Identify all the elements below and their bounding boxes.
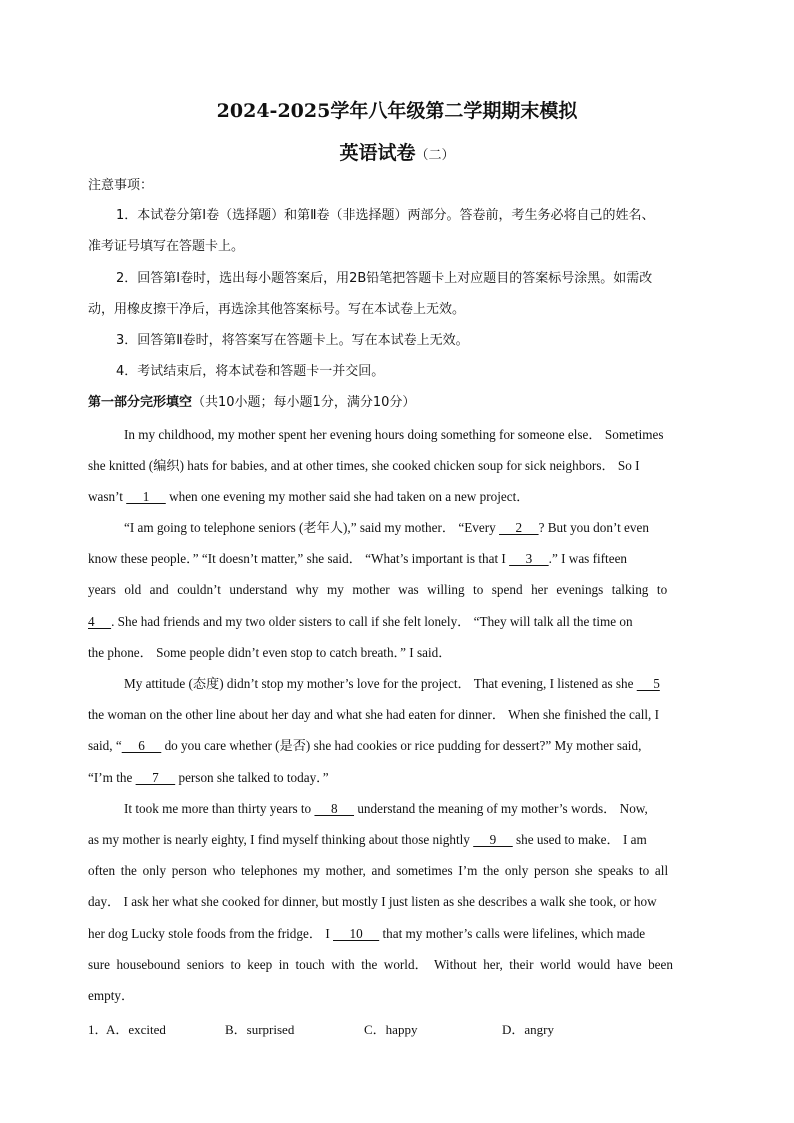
passage-line bbox=[88, 831, 647, 849]
text-segment: when one evening my mother said she had taken on a new project． bbox=[165, 489, 530, 504]
subtitle-main: 英语试卷 bbox=[339, 142, 416, 164]
blank-7[interactable]: 7 bbox=[135, 770, 176, 785]
passage-line: the woman on the other line about her day and what she had eaten for dinner． When she finished the call, I bbox=[88, 707, 660, 722]
passage-line: the phone． Some people didn’t even stop to catch breath．” I said． bbox=[88, 645, 452, 660]
passage-line bbox=[124, 519, 649, 537]
text-segment: understand the meaning of my mother’s words． Now, bbox=[354, 801, 648, 816]
blank-2[interactable]: 2 bbox=[499, 520, 539, 535]
notice-item-2-line-1: 2．回答第Ⅰ卷时，选出每小题答案后，用2B铅笔把答题卡上对应题目的答案标号涂黑。如需改 bbox=[116, 271, 653, 286]
notice-item-4: 4．考试结束后，将本试卷和答题卡一并交回。 bbox=[116, 364, 385, 379]
text-segment: .” I was fifteen bbox=[548, 551, 628, 566]
question-1-option-c[interactable]: C．happy bbox=[364, 1022, 418, 1037]
passage-line: years old and couldn’t understand why my mother was willing to spend her evenings talking to bbox=[88, 582, 668, 597]
text-segment: as my mother is nearly eighty, I find myself thinking about those nightly bbox=[88, 832, 474, 847]
passage-line bbox=[88, 769, 329, 787]
text-segment: My attitude (态度) didn’t stop my mother’s love for the project． That evening, I listened as she bbox=[124, 676, 637, 691]
text-segment: know these people．” “It doesn’t matter,” she said． “What’s important is that I bbox=[88, 551, 510, 566]
blank-9[interactable]: 9 bbox=[473, 832, 513, 847]
question-1-option-a[interactable]: A．excited bbox=[106, 1022, 166, 1037]
text-segment: “I’m the bbox=[88, 770, 136, 785]
subtitle-small: （二） bbox=[415, 148, 455, 163]
passage-line bbox=[88, 488, 529, 506]
text-segment: do you care whether (是否) she had cookies or rice pudding for dessert?” My mother said, bbox=[161, 738, 642, 753]
notice-item-2-line-2: 动，用橡皮擦干净后，再选涂其他答案标号。写在本试卷上无效。 bbox=[88, 302, 466, 317]
passage-line bbox=[88, 925, 645, 943]
question-1-option-d[interactable]: D．angry bbox=[502, 1022, 554, 1037]
notice-heading: 注意事项： bbox=[88, 178, 154, 193]
text-segment: ? But you don’t even bbox=[538, 520, 649, 535]
text-segment: . She had friends and my two older sisters to call if she felt lonely． “They will talk all the time on bbox=[111, 614, 633, 629]
passage-line: sure housebound seniors to keep in touch with the world． Without her, their world would have been bbox=[88, 957, 673, 972]
passage-line bbox=[124, 800, 648, 818]
section-heading bbox=[88, 394, 415, 412]
passage-line: In my childhood, my mother spent her evening hours doing something for someone else． Sometimes bbox=[124, 427, 664, 442]
passage-line bbox=[88, 613, 633, 631]
section-heading-rest: （共10小题；每小题1分，满分10分） bbox=[192, 395, 416, 410]
passage-line bbox=[88, 737, 641, 755]
text-segment: she used to make． I am bbox=[512, 832, 647, 847]
passage-line: empty． bbox=[88, 988, 135, 1003]
blank-4[interactable]: 4 bbox=[88, 614, 112, 629]
text-segment: “I am going to telephone seniors (老年人),” said my mother． “Every bbox=[124, 520, 500, 535]
blank-10[interactable]: 10 bbox=[333, 926, 380, 941]
passage-line bbox=[124, 675, 660, 693]
text-segment: wasn’t bbox=[88, 489, 127, 504]
passage-line: day． I ask her what she cooked for dinner, but mostly I just listen as she describes a walk she took, or how bbox=[88, 894, 657, 909]
question-1-number: 1． bbox=[88, 1022, 108, 1037]
text-segment: person she talked to today．” bbox=[175, 770, 329, 785]
blank-6[interactable]: 6 bbox=[121, 738, 162, 753]
blank-8[interactable]: 8 bbox=[314, 801, 355, 816]
notice-item-1-line-2: 准考证号填写在答题卡上。 bbox=[88, 239, 245, 254]
passage-line: she knitted (编织) hats for babies, and at other times, she cooked chicken soup for sick neighbors． So I bbox=[88, 458, 640, 473]
exam-subtitle bbox=[0, 138, 794, 165]
text-segment: that my mother’s calls were lifelines, which made bbox=[379, 926, 646, 941]
section-heading-bold: 第一部分完形填空 bbox=[88, 395, 193, 410]
notice-item-3: 3．回答第Ⅱ卷时，将答案写在答题卡上。写在本试卷上无效。 bbox=[116, 333, 469, 348]
notice-item-1-line-1: 1．本试卷分第Ⅰ卷（选择题）和第Ⅱ卷（非选择题）两部分。答卷前，考生务必将自己的姓名、 bbox=[116, 208, 655, 223]
text-segment: It took me more than thirty years to bbox=[124, 801, 315, 816]
exam-title: 2024-2025学年八年级第二学期期末模拟 bbox=[216, 100, 578, 122]
passage-line bbox=[88, 550, 627, 568]
blank-3[interactable]: 3 bbox=[509, 551, 549, 566]
text-segment: said, “ bbox=[88, 738, 122, 753]
question-1-option-b[interactable]: B．surprised bbox=[225, 1022, 295, 1037]
text-segment: her dog Lucky stole foods from the fridge． I bbox=[88, 926, 334, 941]
passage-line: often the only person who telephones my mother, and sometimes I’m the only person she speaks to all bbox=[88, 863, 669, 878]
blank-1[interactable]: 1 bbox=[126, 489, 166, 504]
blank-5[interactable]: 5 bbox=[636, 676, 660, 691]
